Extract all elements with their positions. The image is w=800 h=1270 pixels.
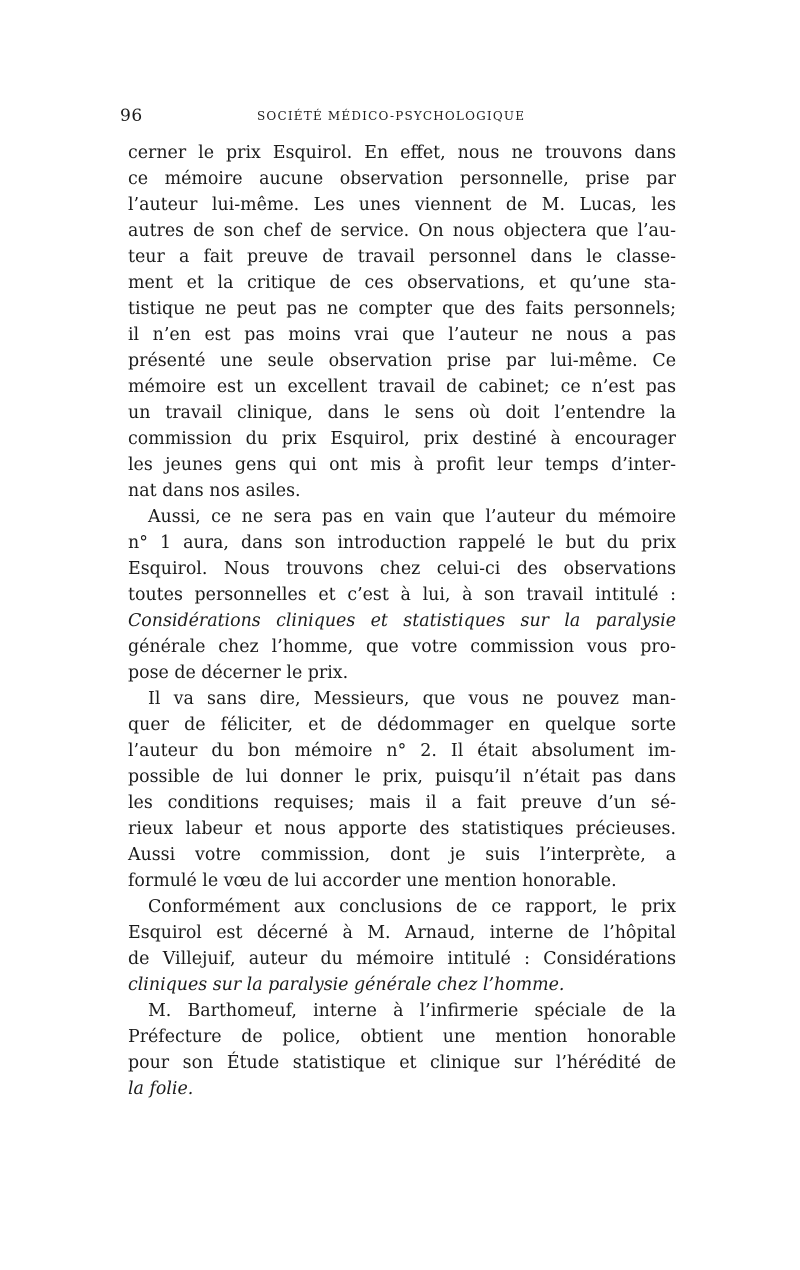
text-line: la folie. [128,1079,194,1099]
text-line: M. Barthomeuf, interne à l’infirmerie spéciale de la [148,1001,676,1021]
text-line: les conditions requises; mais il a fait preuve d’un sé- [128,793,676,813]
text-line: commission du prix Esquirol, prix destiné à encourager [128,429,676,449]
text-line: formulé le vœu de lui accorder une mention honorable. [128,871,617,891]
paragraph-4 [128,894,676,998]
text-line: Il va sans dire, Messieurs, que vous ne pouvez man- [148,689,676,709]
page-header [120,106,680,128]
paragraph-1 [128,140,676,504]
text-line: nat dans nos asiles. [128,481,301,501]
text-line: autres de son chef de service. On nous objectera que l’au- [128,221,676,241]
text-line: Considérations cliniques et statistiques sur la paralysie [128,611,676,631]
text-line: toutes personnelles et c’est à lui, à son travail intitulé : [128,585,676,605]
text-line: Conformément aux conclusions de ce rapport, le prix [148,897,676,917]
paragraph-2 [128,504,676,686]
text-line: pose de décerner le prix. [128,663,349,683]
text-line: l’auteur lui-même. Les unes viennent de M. Lucas, les [128,195,676,215]
text-line: un travail clinique, dans le sens où doit l’entendre la [128,403,676,423]
text-line: quer de féliciter, et de dédommager en quelque sorte [128,715,676,735]
text-line: possible de lui donner le prix, puisqu’il n’était pas dans [128,767,676,787]
text-line: Aussi votre commission, dont je suis l’interprète, a [128,845,676,865]
text-line: Aussi, ce ne sera pas en vain que l’auteur du mémoire [148,507,676,527]
text-line: Esquirol. Nous trouvons chez celui-ci des observations [128,559,676,579]
text-line: générale chez l’homme, que votre commission vous pro- [128,637,676,657]
paragraph-5 [128,998,676,1102]
text-line: il n’en est pas moins vrai que l’auteur ne nous a pas [128,325,676,345]
text-line: tistique ne peut pas ne compter que des faits personnels; [128,299,676,319]
text-line: ment et la critique de ces observations, et qu’une sta- [128,273,676,293]
text-line: ce mémoire aucune observation personnelle, prise par [128,169,676,189]
text-line: présenté une seule observation prise par lui-même. Ce [128,351,676,371]
text-line: rieux labeur et nous apporte des statistiques précieuses. [128,819,676,839]
text-line: les jeunes gens qui ont mis à profit leur temps d’inter- [128,455,676,475]
text-line: cerner le prix Esquirol. En effet, nous ne trouvons dans [128,143,676,163]
running-head: SOCIÉTÉ MÉDICO-PSYCHOLOGIQUE [257,109,526,123]
text-line: mémoire est un excellent travail de cabinet; ce n’est pas [128,377,676,397]
body-text [128,140,676,1102]
text-line: Esquirol est décerné à M. Arnaud, interne de l’hôpital [128,923,676,943]
text-line: Préfecture de police, obtient une mention honorable [128,1027,676,1047]
text-line: cliniques sur la paralysie générale chez l’homme. [128,975,565,995]
page-number: 96 [120,106,143,126]
text-line: l’auteur du bon mémoire n° 2. Il était absolument im- [128,741,676,761]
text-line: teur a fait preuve de travail personnel dans le classe- [128,247,676,267]
text-line: de Villejuif, auteur du mémoire intitulé : Considérations [128,949,676,969]
text-line: n° 1 aura, dans son introduction rappelé le but du prix [128,533,676,553]
paragraph-3 [128,686,676,894]
text-line: pour son Étude statistique et clinique sur l’hérédité de [128,1053,676,1073]
